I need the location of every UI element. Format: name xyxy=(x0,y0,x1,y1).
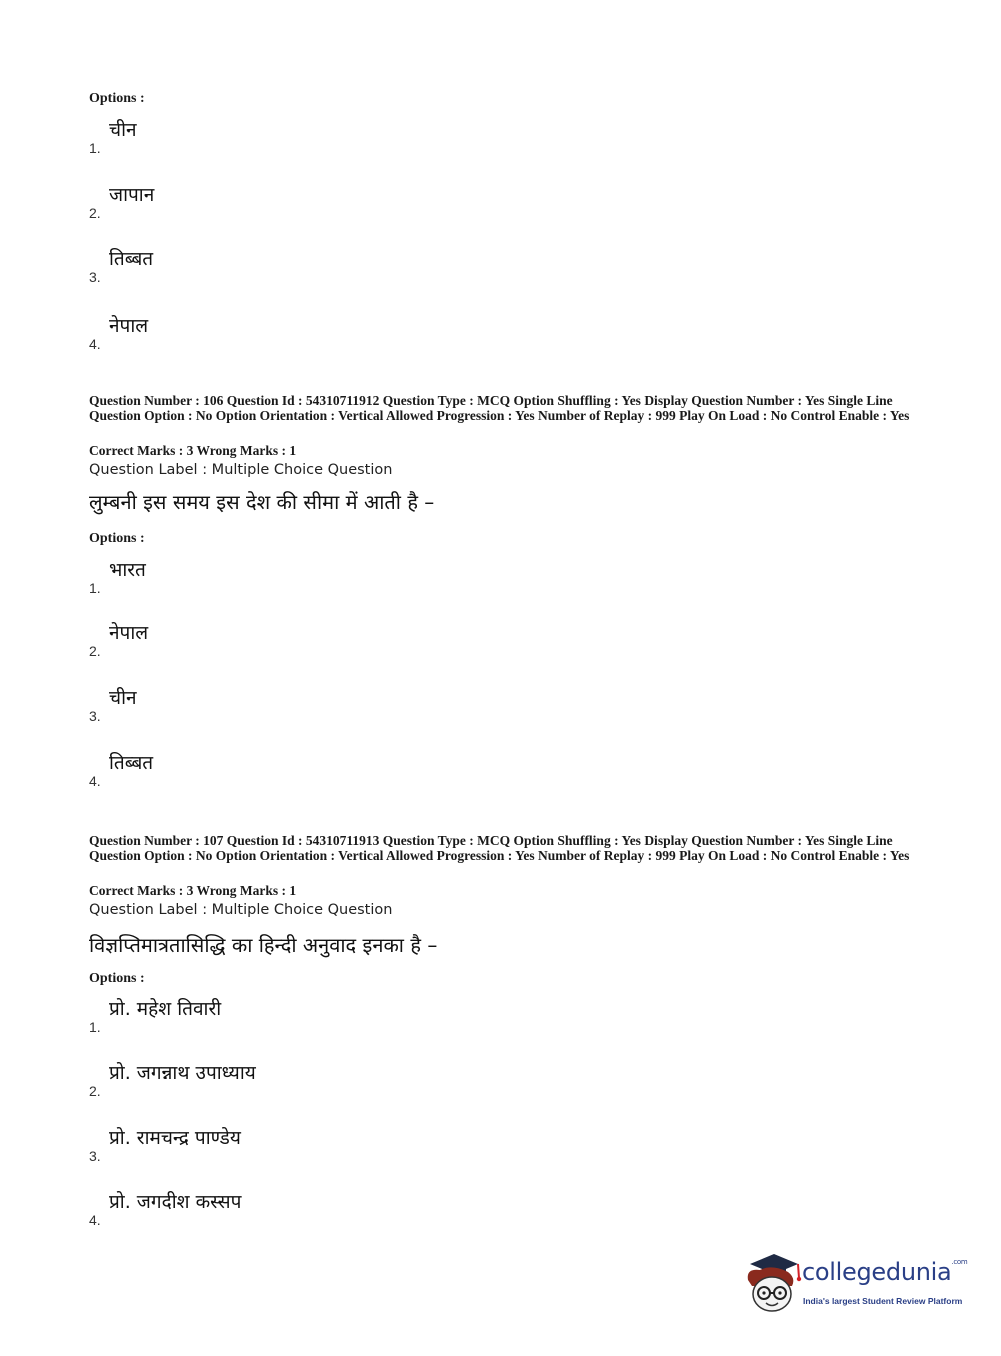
option-number: 4. xyxy=(89,336,101,352)
option-text: भारत xyxy=(109,559,146,581)
question-meta: Question Number : 107 Question Id : 54310711913 Question Type : MCQ Option Shuffling : Yes Display Question Number : Yes Single Line Question Option : No Option Orientation : Vertical Allowed Progression : Yes Number of Replay : 999 Play On Load : No Control Enable : Yes xyxy=(89,833,910,863)
option-number: 4. xyxy=(89,773,101,789)
option-text: प्रो. जगदीश कस्सप xyxy=(109,1191,242,1213)
question-label: Question Label : Multiple Choice Question xyxy=(89,462,393,478)
option-number: 3. xyxy=(89,269,101,285)
option-text: नेपाल xyxy=(109,622,149,644)
option-text: प्रो. रामचन्द्र पाण्डेय xyxy=(109,1127,241,1149)
question-marks: Correct Marks : 3 Wrong Marks : 1 xyxy=(89,883,297,898)
logo-brand: collegedunia$^{.com}$ xyxy=(802,1258,968,1286)
question-label: Question Label : Multiple Choice Question xyxy=(89,902,393,918)
mascot-icon xyxy=(742,1250,802,1316)
option-text: जापान xyxy=(109,184,155,206)
option-text: नेपाल xyxy=(109,315,149,337)
option-number: 2. xyxy=(89,1083,101,1099)
question-meta: Question Number : 106 Question Id : 54310711912 Question Type : MCQ Option Shuffling : Yes Display Question Number : Yes Single Line Question Option : No Option Orientation : Vertical Allowed Progression : Yes Number of Replay : 999 Play On Load : No Control Enable : Yes xyxy=(89,393,910,423)
question-marks: Correct Marks : 3 Wrong Marks : 1 xyxy=(89,443,297,458)
option-number: 1. xyxy=(89,1019,101,1035)
option-number: 1. xyxy=(89,580,101,596)
option-text: प्रो. जगन्नाथ उपाध्याय xyxy=(109,1062,256,1084)
option-text: चीन xyxy=(109,119,137,141)
option-text: तिब्बत xyxy=(109,248,154,270)
option-number: 4. xyxy=(89,1212,101,1228)
option-number: 3. xyxy=(89,708,101,724)
option-number: 3. xyxy=(89,1148,101,1164)
options-label: Options : xyxy=(89,971,145,986)
options-label: Options : xyxy=(89,531,145,546)
option-text: तिब्बत xyxy=(109,752,154,774)
option-number: 2. xyxy=(89,643,101,659)
option-number: 1. xyxy=(89,140,101,156)
option-number: 2. xyxy=(89,205,101,221)
logo-tagline: India's largest Student Review Platform xyxy=(803,1296,963,1306)
option-text: प्रो. महेश तिवारी xyxy=(109,998,222,1020)
collegedunia-logo[interactable] xyxy=(742,1250,972,1316)
option-text: चीन xyxy=(109,687,137,709)
options-label: Options : xyxy=(89,91,145,106)
question-text: विज्ञप्तिमात्रतासिद्धि का हिन्दी अनुवाद इनका है – xyxy=(89,933,438,957)
question-text: लुम्बनी इस समय इस देश की सीमा में आती है – xyxy=(89,490,435,514)
